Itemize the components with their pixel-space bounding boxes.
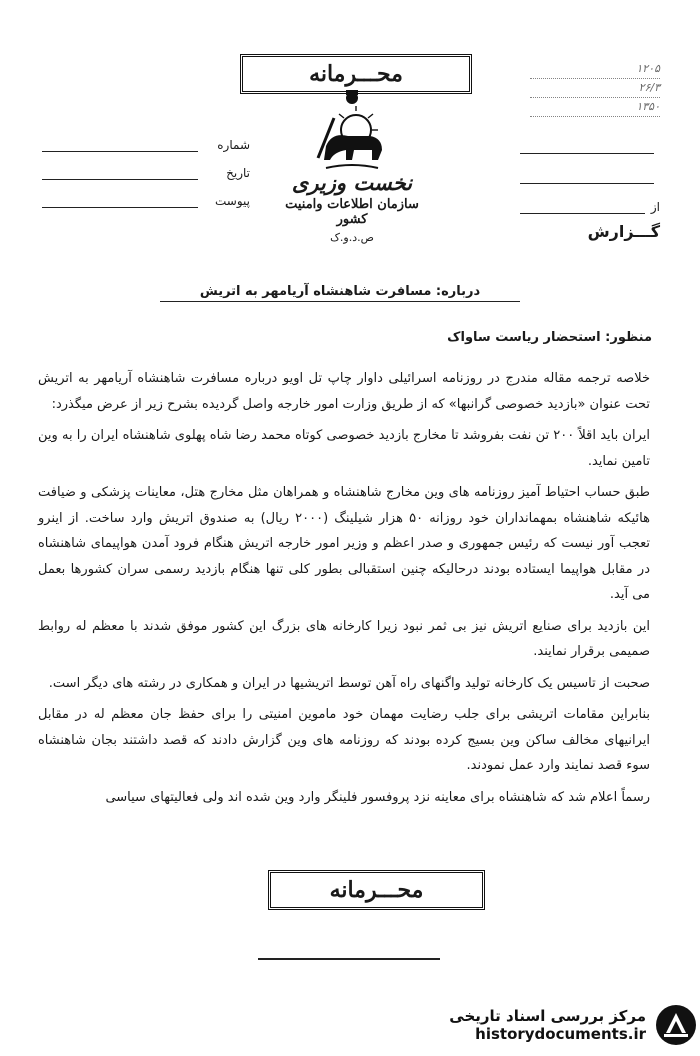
number-field <box>40 124 250 152</box>
attachment-field <box>40 180 250 208</box>
from-field <box>520 184 660 214</box>
report-title: گـــزارش <box>587 222 660 241</box>
body-paragraph: خلاصه ترجمه مقاله مندرج در روزنامه اسرائیلی داوار چاپ تل اویو درباره مسافرت شاهنشاه آریامهر به اتریش تحت عنوان «بازدید خصوصی گرانبها» که از طریق وزارت امور خارجه واصل گردیده بشرح زیر از عرض میگذرد: <box>38 371 650 412</box>
from-label: از <box>650 200 660 214</box>
reference-notes <box>530 60 660 117</box>
org-agency: سازمان اطلاعات وامنیت کشور <box>285 197 419 227</box>
attachment-label: پیوست <box>215 194 250 208</box>
confidential-stamp-bottom: محـــرمانه <box>268 870 485 910</box>
report-body <box>38 366 650 816</box>
org-ministry: نخست وزیری <box>291 170 413 195</box>
watermark-text <box>449 1007 646 1043</box>
number-line <box>42 137 198 152</box>
archive-logo-icon <box>654 1003 698 1047</box>
number-label: شماره <box>217 138 250 152</box>
body-paragraph: صحبت از تاسیس یک کارخانه تولید واگنهای راه آهن توسط اتریشیها در ایران و همکاری در رشته های دیگر است. <box>48 675 650 691</box>
right-header-fields <box>520 124 660 214</box>
organization-block <box>272 170 432 244</box>
body-paragraph: ایران باید اقلاً ۲۰۰ تن نفت بفروشد تا مخارج بازدید خصوصی کوتاه محمد رضا شاه پهلوی شاهنشاه ایران را به وین تامین نماید. <box>38 428 650 469</box>
blank-line-1 <box>520 124 660 154</box>
date-label: تاریخ <box>226 166 250 180</box>
purpose-line: منظور: استحضار ریاست ساواک <box>447 330 652 345</box>
lion-and-sun-emblem-icon <box>312 88 392 172</box>
date-line <box>42 165 198 180</box>
date-field <box>40 152 250 180</box>
attachment-line <box>42 193 198 208</box>
from-line <box>520 199 645 214</box>
body-paragraph: بنابراین مقامات اتریشی برای جلب رضایت مهمان خود ماموین امنیتی را برای حفظ جان معظم له در مقابل ایرانیهای مخالف ساکن وین بسیج کرده بودند که روزنامه های وین گزارش دادند که قصد داشتند بجان شاهنشاه سوء قصد نمایند وارد عمل نمودند. <box>38 707 650 773</box>
confidential-stamp-top: محـــرمانه <box>240 54 472 94</box>
body-paragraph: رسماً اعلام شد که شاهنشاه برای معاینه نزد پروفسور فلینگر وارد وین شده اند ولی فعالیتهای سیاسی <box>105 789 650 805</box>
blank-line-2 <box>520 154 660 184</box>
watermark-title: مرکز بررسی اسناد تاریخی <box>449 1007 646 1025</box>
header-fields <box>40 124 250 208</box>
body-paragraph: این بازدید برای صنایع اتریش نیز بی ثمر نبود زیرا کارخانه های بزرگ این کشور موفق شدند با معظم له روابط صمیمی برقرار نمایند. <box>38 618 650 659</box>
signature-rule <box>258 958 440 960</box>
ref-line-2: ۲۶/۳ <box>530 79 660 98</box>
body-paragraph: طبق حساب احتیاط آمیز روزنامه های وین مخارج شاهنشاه و همراهان مثل مخارج هتل، معاینات پزشکی و ضیافت هائیکه شاهنشاه بمهمانداران خود روزانه ۵۰ هزار شیلینگ (۲۰۰۰ ریال) به صندوق اتریش وارد ساخت. از اینرو تعجب آور نیست که رئیس جمهوری و صدر اعظم و وزیر امور خارجه اتریش هنگام فرود آمدن هواپیمای شاهنشاه در مقابل هواپیما ایستاده بودند درحالیکه چنین استقبالی بطور کلی تنها هنگام بازدید رسمی سران کشورها بعمل می آید. <box>38 485 650 602</box>
subject-line: درباره: مسافرت شاهنشاه آریامهر به اتریش <box>160 284 520 302</box>
watermark-url: historydocuments.ir <box>475 1025 646 1043</box>
ref-line-1: ۱۲۰۵ <box>530 60 660 79</box>
watermark <box>392 1000 698 1050</box>
org-code: ص.د.و.ک <box>330 231 374 244</box>
ref-line-3: ۱۳۵۰ <box>530 98 660 117</box>
